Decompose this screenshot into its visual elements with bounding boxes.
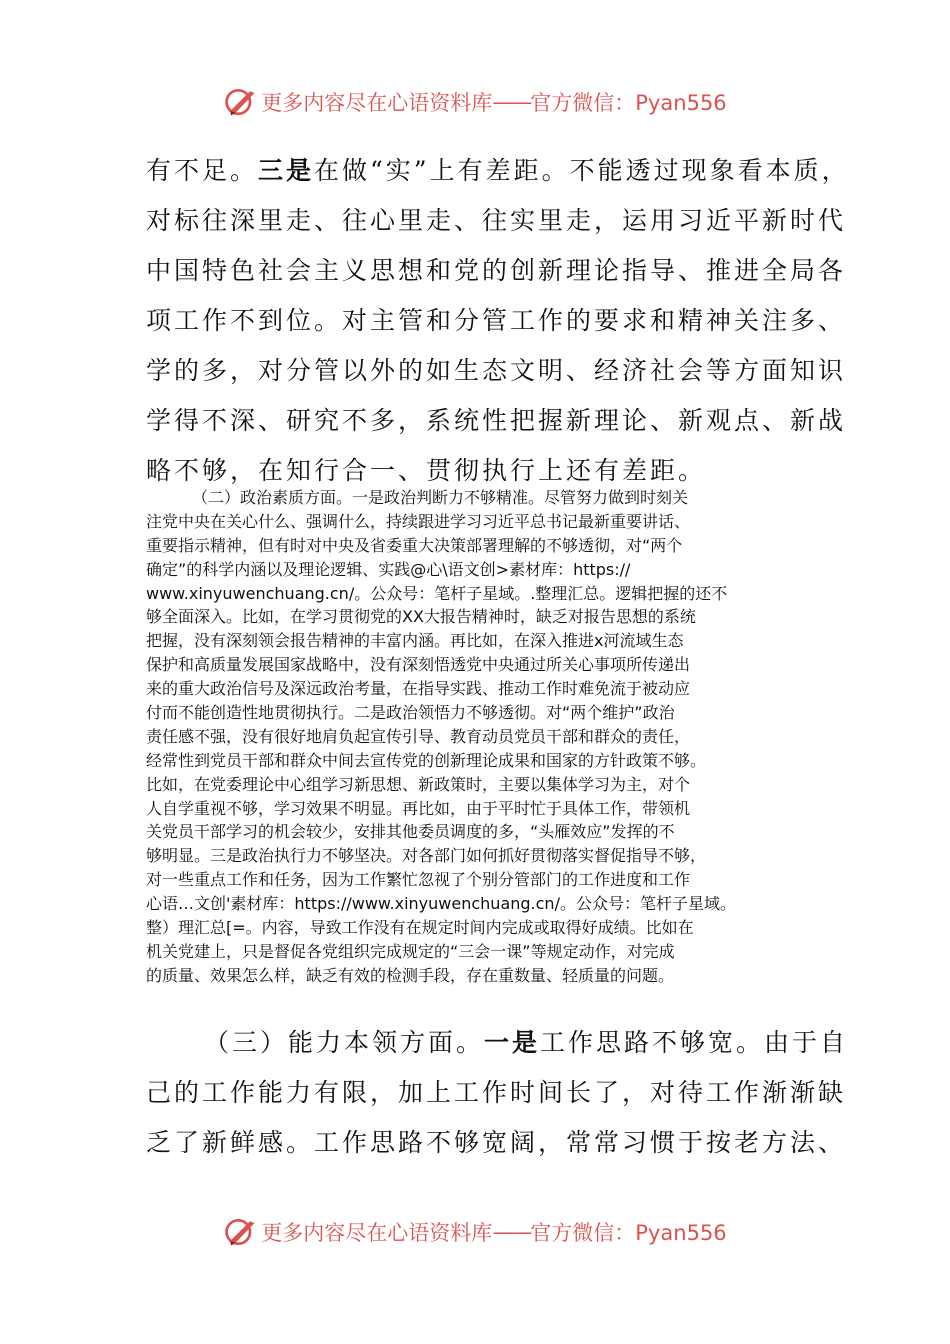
- text-line: （二）政治素质方面。一是政治判断力不够精准。尽管努力做到时刻关: [192, 488, 689, 507]
- banner-text-main: 更多内容尽在心语资料库: [261, 1221, 493, 1245]
- text-line: 乏了新鲜感。工作思路不够宽阔，常常习惯于按老方法、: [146, 1128, 847, 1157]
- banner-text-tail: 官方微信：Pyan556: [530, 91, 727, 115]
- text-line: 整）理汇总[=。内容，导致工作没有在规定时间内完成或取得好成绩。比如在: [146, 918, 694, 938]
- text-line: 来的重大政治信号及深远政治考量，在指导实践、推动工作时难免流于被动应: [146, 679, 691, 699]
- text-line: 人自学重视不够，学习效果不明显。再比如，由于平时忙于具体工作，带领机: [146, 798, 691, 818]
- banner-separator: ——: [492, 90, 531, 114]
- paragraph-3: [146, 1018, 849, 1168]
- text-line: 重要指示精神，但有时对中央及省委重大决策部署理解的不够透彻，对“两个: [146, 535, 683, 555]
- paragraph-1: [146, 146, 850, 496]
- text-line: 对一些重点工作和任务，因为工作繁忙忽视了个别分管部门的工作进度和工作: [146, 870, 691, 890]
- text-line: 项工作不到位。对主管和分管工作的要求和精神关注多、: [146, 306, 847, 335]
- text-line: 心语…文创'素材库：https://www.xinyuwenchuang.cn/。公众号：笔杆子星域。: [146, 894, 736, 914]
- text-line: 己的工作能力有限，加上工作时间长了，对待工作渐渐缺: [146, 1078, 847, 1107]
- pen-logo-icon: [223, 1214, 259, 1250]
- text-line: 有不足。三是在做“实”上有差距。不能透过现象看本质，: [146, 156, 850, 185]
- pen-logo-icon: [223, 84, 259, 120]
- text-line: 付而不能创造性地贯彻执行。二是政治领悟力不够透彻。对“两个维护”政治: [146, 703, 675, 723]
- text-line: （三）能力本领方面。一是工作思路不够宽。由于自: [204, 1028, 849, 1057]
- text-line: 注党中央在关心什么、强调什么，持续跟进学习习近平总书记最新重要讲话、: [146, 511, 691, 531]
- banner-text-tail: 官方微信：Pyan556: [530, 1221, 727, 1245]
- text-line: 关党员干部学习的机会较少，安排其他委员调度的多，“头雁效应”发挥的不: [146, 822, 675, 842]
- text-line: 对标往深里走、往心里走、往实里走，运用习近平新时代: [146, 206, 847, 235]
- text-line: 把握，没有深刻领会报告精神的丰富内涵。再比如，在深入推进x河流域生态: [146, 631, 684, 651]
- text-line: 中国特色社会主义思想和党的创新理论指导、推进全局各: [146, 256, 847, 285]
- header-banner: [0, 82, 950, 122]
- text-line: 经常性到党员干部和群众中间去宣传党的创新理论成果和国家的方针政策不够。: [146, 750, 707, 770]
- text-line: 确定”的科学内涵以及理论逻辑、实践@心\语文创>素材库：https://: [146, 559, 631, 579]
- text-line: 的质量、效果怎么样，缺乏有效的检测手段，存在重数量、轻质量的问题。: [146, 965, 675, 985]
- text-line: 学得不深、研究不多，系统性把握新理论、新观点、新战: [146, 406, 847, 435]
- text-line: 学的多，对分管以外的如生态文明、经济社会等方面知识: [146, 356, 847, 385]
- banner-text-main: 更多内容尽在心语资料库: [261, 91, 493, 115]
- text-line: 责任感不强，没有很好地肩负起宣传引导、教育动员党员干部和群众的责任，: [146, 726, 691, 746]
- paragraph-2: [146, 486, 808, 988]
- text-line: 够明显。三是政治执行力不够坚决。对各部门如何抓好贯彻落实督促指导不够，: [146, 846, 707, 866]
- text-line: 够全面深入。比如，在学习贯彻党的XX大报告精神时，缺乏对报告思想的系统: [146, 607, 696, 627]
- text-line: 保护和高质量发展国家战略中，没有深刻悟透党中央通过所关心事项所传递出: [146, 655, 691, 675]
- text-line: 机关党建上，只是督促各党组织完成规定的“三会一课”等规定动作，对完成: [146, 941, 675, 961]
- banner-separator: ——: [492, 1220, 531, 1244]
- text-line: www.xinyuwenchuang.cn/。公众号：笔杆子星域。.整理汇总。逻辑把握的还不: [146, 583, 728, 603]
- text-line: 略不够，在知行合一、贯彻执行上还有差距。: [146, 456, 707, 485]
- footer-banner: [0, 1212, 950, 1252]
- text-line: 比如，在党委理论中心组学习新思想、新政策时，主要以集体学习为主，对个: [146, 774, 691, 794]
